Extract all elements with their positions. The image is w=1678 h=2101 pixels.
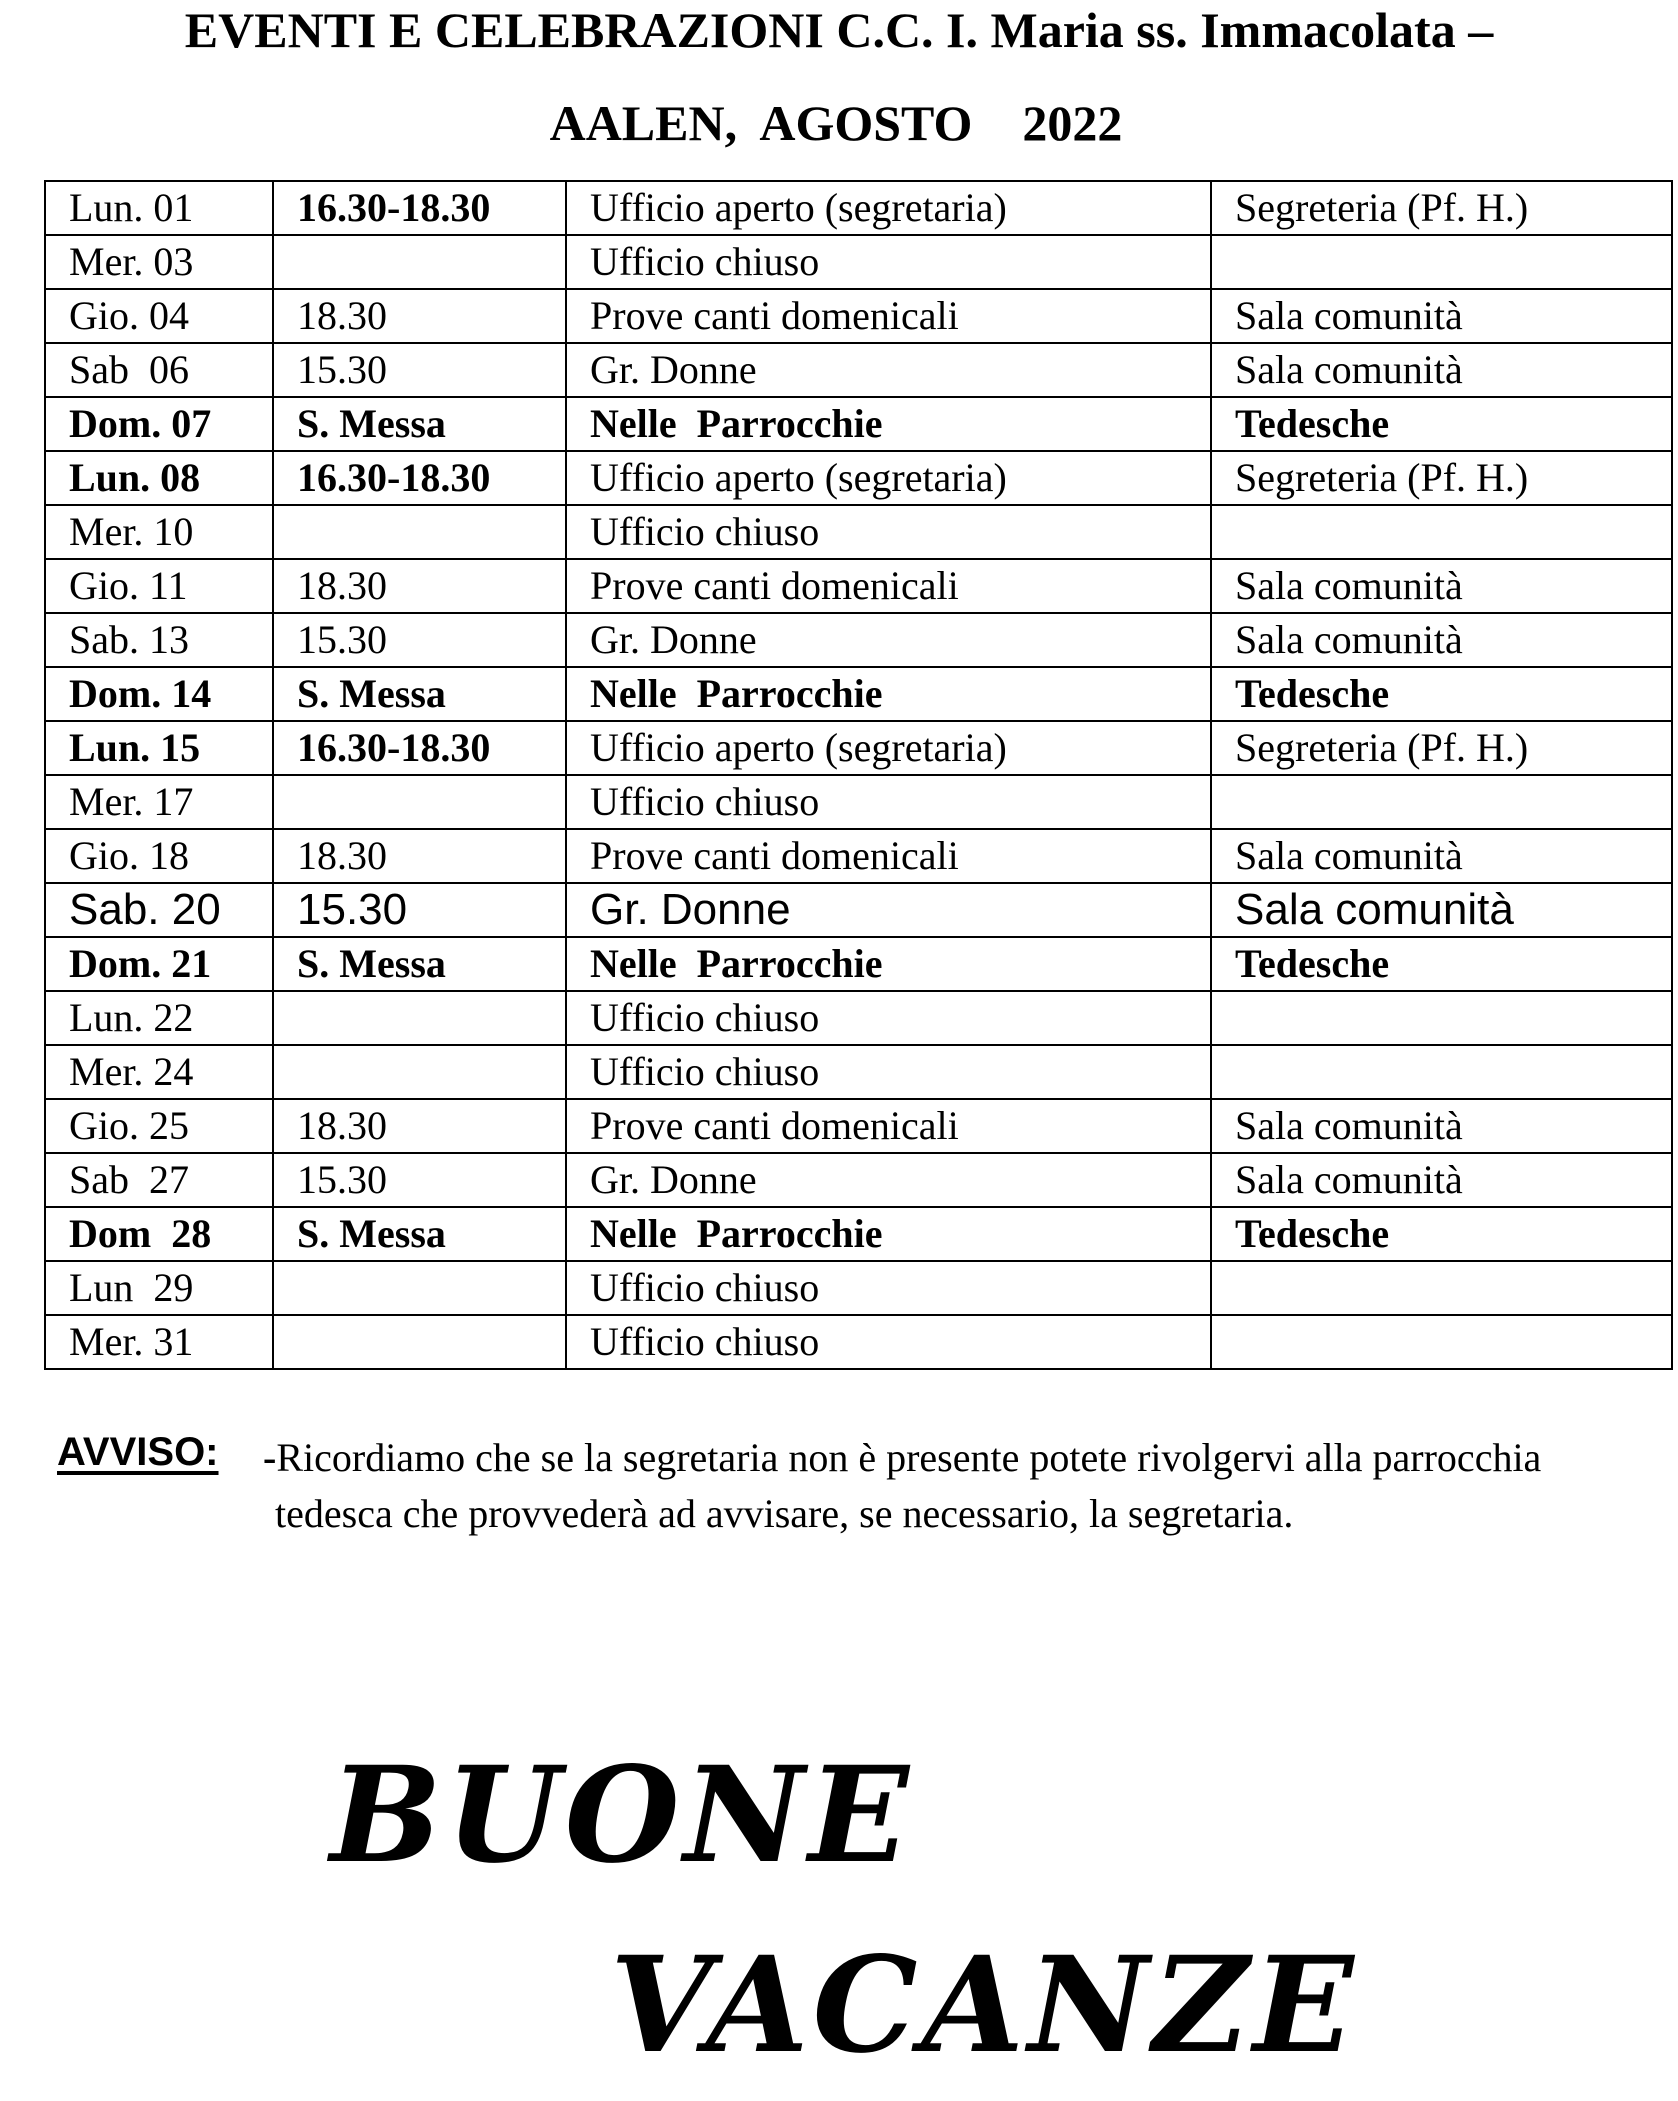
page-title: EVENTI E CELEBRAZIONI C.C. I. Maria ss. Immacolata – bbox=[184, 2, 1494, 58]
cell-place: Sala comunità bbox=[1211, 883, 1672, 937]
cell-day: Gio. 25 bbox=[45, 1099, 273, 1153]
cell-time: S. Messa bbox=[273, 1207, 566, 1261]
cell-time: 18.30 bbox=[273, 559, 566, 613]
cell-time: 18.30 bbox=[273, 289, 566, 343]
cell-event: Ufficio chiuso bbox=[566, 775, 1211, 829]
cell-place: Sala comunità bbox=[1211, 1153, 1672, 1207]
cell-event: Ufficio chiuso bbox=[566, 1261, 1211, 1315]
cell-day: Gio. 04 bbox=[45, 289, 273, 343]
cell-event: Ufficio aperto (segretaria) bbox=[566, 721, 1211, 775]
cell-place: Segreteria (Pf. H.) bbox=[1211, 181, 1672, 235]
cell-day: Mer. 24 bbox=[45, 1045, 273, 1099]
cell-event: Prove canti domenicali bbox=[566, 829, 1211, 883]
cell-time: S. Messa bbox=[273, 397, 566, 451]
cell-day: Lun. 15 bbox=[45, 721, 273, 775]
table-row bbox=[45, 1099, 1672, 1153]
table-row bbox=[45, 1045, 1672, 1099]
cell-event: Gr. Donne bbox=[566, 1153, 1211, 1207]
cell-time: S. Messa bbox=[273, 937, 566, 991]
cell-day: Sab 06 bbox=[45, 343, 273, 397]
table-row bbox=[45, 613, 1672, 667]
cell-time: S. Messa bbox=[273, 667, 566, 721]
cell-time: 18.30 bbox=[273, 1099, 566, 1153]
cell-event: Nelle Parrocchie bbox=[566, 937, 1211, 991]
cell-day: Dom. 14 bbox=[45, 667, 273, 721]
table-row bbox=[45, 343, 1672, 397]
cell-day: Mer. 10 bbox=[45, 505, 273, 559]
cell-event: Ufficio chiuso bbox=[566, 1045, 1211, 1099]
cell-day: Gio. 11 bbox=[45, 559, 273, 613]
cell-place bbox=[1211, 1045, 1672, 1099]
table-row bbox=[45, 289, 1672, 343]
table-row bbox=[45, 1207, 1672, 1261]
cell-time bbox=[273, 775, 566, 829]
cell-day: Gio. 18 bbox=[45, 829, 273, 883]
table-row bbox=[45, 883, 1672, 937]
cell-day: Lun 29 bbox=[45, 1261, 273, 1315]
cell-day: Lun. 22 bbox=[45, 991, 273, 1045]
greeting-line-1: BUONE bbox=[330, 1738, 913, 1893]
cell-time bbox=[273, 1315, 566, 1369]
cell-day: Lun. 08 bbox=[45, 451, 273, 505]
events-table bbox=[44, 180, 1673, 1370]
notice-text bbox=[263, 1430, 1625, 1542]
cell-place: Sala comunità bbox=[1211, 829, 1672, 883]
cell-place bbox=[1211, 505, 1672, 559]
cell-event: Ufficio chiuso bbox=[566, 991, 1211, 1045]
table-row bbox=[45, 235, 1672, 289]
cell-day: Dom. 07 bbox=[45, 397, 273, 451]
cell-event: Nelle Parrocchie bbox=[566, 397, 1211, 451]
cell-time: 16.30-18.30 bbox=[273, 181, 566, 235]
table-row bbox=[45, 559, 1672, 613]
cell-time bbox=[273, 1045, 566, 1099]
cell-time bbox=[273, 235, 566, 289]
cell-event: Prove canti domenicali bbox=[566, 289, 1211, 343]
cell-place bbox=[1211, 235, 1672, 289]
table-row bbox=[45, 1261, 1672, 1315]
cell-time: 16.30-18.30 bbox=[273, 451, 566, 505]
table-row bbox=[45, 1315, 1672, 1369]
cell-event: Ufficio chiuso bbox=[566, 505, 1211, 559]
cell-time bbox=[273, 1261, 566, 1315]
cell-day: Sab. 20 bbox=[45, 883, 273, 937]
cell-day: Dom 28 bbox=[45, 1207, 273, 1261]
cell-place: Sala comunità bbox=[1211, 343, 1672, 397]
notice-label: AVVISO: bbox=[57, 1430, 219, 1474]
table-row bbox=[45, 181, 1672, 235]
cell-day: Sab 27 bbox=[45, 1153, 273, 1207]
cell-event: Nelle Parrocchie bbox=[566, 667, 1211, 721]
cell-day: Mer. 17 bbox=[45, 775, 273, 829]
cell-event: Gr. Donne bbox=[566, 343, 1211, 397]
cell-time: 16.30-18.30 bbox=[273, 721, 566, 775]
cell-event: Nelle Parrocchie bbox=[566, 1207, 1211, 1261]
cell-time: 15.30 bbox=[273, 613, 566, 667]
cell-place: Sala comunità bbox=[1211, 559, 1672, 613]
cell-place bbox=[1211, 991, 1672, 1045]
cell-time bbox=[273, 991, 566, 1045]
table-row bbox=[45, 667, 1672, 721]
cell-event: Ufficio chiuso bbox=[566, 1315, 1211, 1369]
cell-place: Segreteria (Pf. H.) bbox=[1211, 721, 1672, 775]
cell-place: Tedesche bbox=[1211, 937, 1672, 991]
cell-day: Mer. 03 bbox=[45, 235, 273, 289]
table-row bbox=[45, 829, 1672, 883]
table-row bbox=[45, 397, 1672, 451]
cell-time: 15.30 bbox=[273, 1153, 566, 1207]
cell-event: Ufficio chiuso bbox=[566, 235, 1211, 289]
cell-place: Tedesche bbox=[1211, 1207, 1672, 1261]
cell-event: Gr. Donne bbox=[566, 883, 1211, 937]
notice-body: Ricordiamo che se la segretaria non è presente potete rivolgervi alla parrocchia tedesca che provvederà ad avvisare, se necessario, la segretaria. bbox=[275, 1435, 1542, 1536]
notice-dash: - bbox=[263, 1435, 277, 1480]
cell-time bbox=[273, 505, 566, 559]
cell-time: 15.30 bbox=[273, 343, 566, 397]
cell-event: Ufficio aperto (segretaria) bbox=[566, 451, 1211, 505]
cell-place: Tedesche bbox=[1211, 667, 1672, 721]
table-row bbox=[45, 1153, 1672, 1207]
cell-day: Lun. 01 bbox=[45, 181, 273, 235]
table-row bbox=[45, 775, 1672, 829]
table-row bbox=[45, 937, 1672, 991]
cell-day: Sab. 13 bbox=[45, 613, 273, 667]
cell-day: Dom. 21 bbox=[45, 937, 273, 991]
cell-place: Tedesche bbox=[1211, 397, 1672, 451]
cell-place bbox=[1211, 775, 1672, 829]
table-row bbox=[45, 451, 1672, 505]
cell-place bbox=[1211, 1261, 1672, 1315]
cell-time: 18.30 bbox=[273, 829, 566, 883]
cell-event: Gr. Donne bbox=[566, 613, 1211, 667]
cell-place: Sala comunità bbox=[1211, 289, 1672, 343]
page-subtitle: AALEN, AGOSTO 2022 bbox=[549, 95, 1123, 151]
table-row bbox=[45, 505, 1672, 559]
cell-event: Ufficio aperto (segretaria) bbox=[566, 181, 1211, 235]
cell-time: 15.30 bbox=[273, 883, 566, 937]
cell-event: Prove canti domenicali bbox=[566, 559, 1211, 613]
table-row bbox=[45, 991, 1672, 1045]
greeting-line-2: VACANZE bbox=[610, 1928, 1358, 2083]
cell-place: Segreteria (Pf. H.) bbox=[1211, 451, 1672, 505]
cell-day: Mer. 31 bbox=[45, 1315, 273, 1369]
table-row bbox=[45, 721, 1672, 775]
cell-event: Prove canti domenicali bbox=[566, 1099, 1211, 1153]
cell-place: Sala comunità bbox=[1211, 1099, 1672, 1153]
cell-place: Sala comunità bbox=[1211, 613, 1672, 667]
cell-place bbox=[1211, 1315, 1672, 1369]
